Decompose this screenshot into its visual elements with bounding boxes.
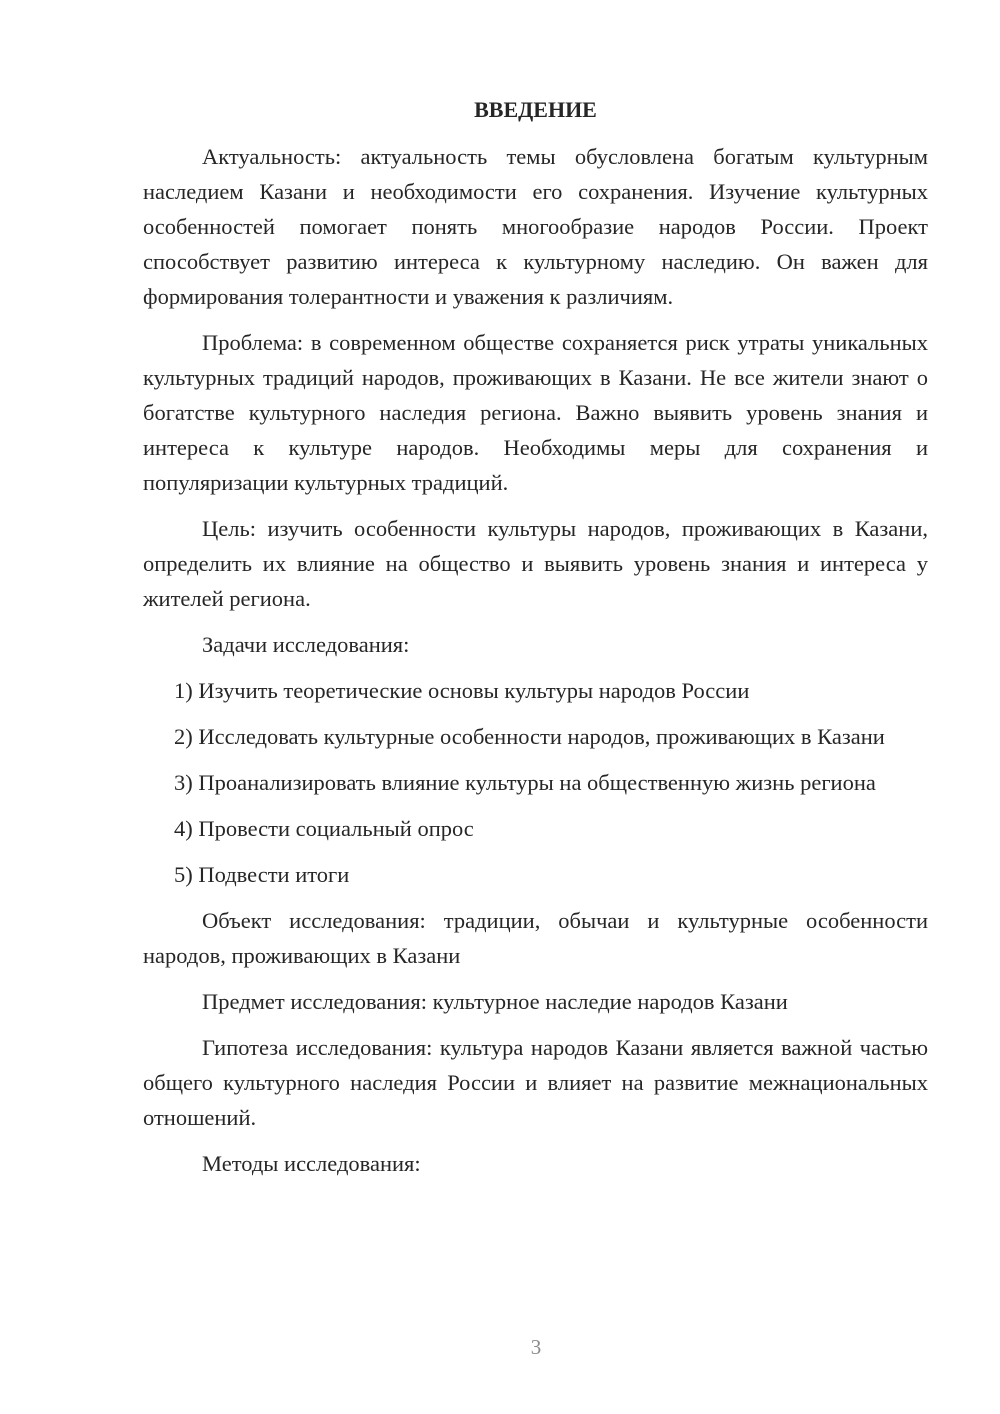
- task-item-5: 5) Подвести итоги: [174, 862, 350, 887]
- task-item-2: 2) Исследовать культурные особенности народов, проживающих в Казани: [174, 724, 885, 749]
- problem-paragraph: Проблема: в современном обществе сохраняется риск утраты уникальных культурных традиций народов, проживающих в Казани. Не все жители знают о богатстве культурного наследия региона. Важно выявить уровень знания и интереса к культуре народов. Необходимы меры для сохранения и популяризации культурных традиций.: [143, 330, 928, 495]
- tasks-heading: Задачи исследования:: [202, 632, 410, 657]
- section-title: ВВЕДЕНИЕ: [474, 97, 597, 122]
- page-number: 3: [530, 1335, 542, 1359]
- object-paragraph: Объект исследования: традиции, обычаи и культурные особенности народов, проживающих в Казани: [143, 908, 928, 968]
- task-item-3: 3) Проанализировать влияние культуры на общественную жизнь региона: [174, 770, 876, 795]
- relevance-paragraph: Актуальность: актуальность темы обусловлена богатым культурным наследием Казани и необходимости его сохранения. Изучение культурных особенностей помогает понять многообразие народов России. Проект способствует развитию интереса к культурному наследию. Он важен для формирования толерантности и уважения к различиям.: [143, 144, 928, 309]
- task-item-4: 4) Провести социальный опрос: [174, 816, 474, 841]
- methods-heading: Методы исследования:: [202, 1151, 421, 1176]
- document-body: [143, 95, 928, 1192]
- task-item-1: 1) Изучить теоретические основы культуры народов России: [174, 678, 750, 703]
- subject-paragraph: Предмет исследования: культурное наследие народов Казани: [202, 989, 788, 1014]
- hypothesis-paragraph: Гипотеза исследования: культура народов Казани является важной частью общего культурного наследия России и влияет на развитие межнациональных отношений.: [143, 1035, 928, 1130]
- goal-paragraph: Цель: изучить особенности культуры народов, проживающих в Казани, определить их влияние на общество и выявить уровень знания и интереса у жителей региона.: [143, 516, 928, 611]
